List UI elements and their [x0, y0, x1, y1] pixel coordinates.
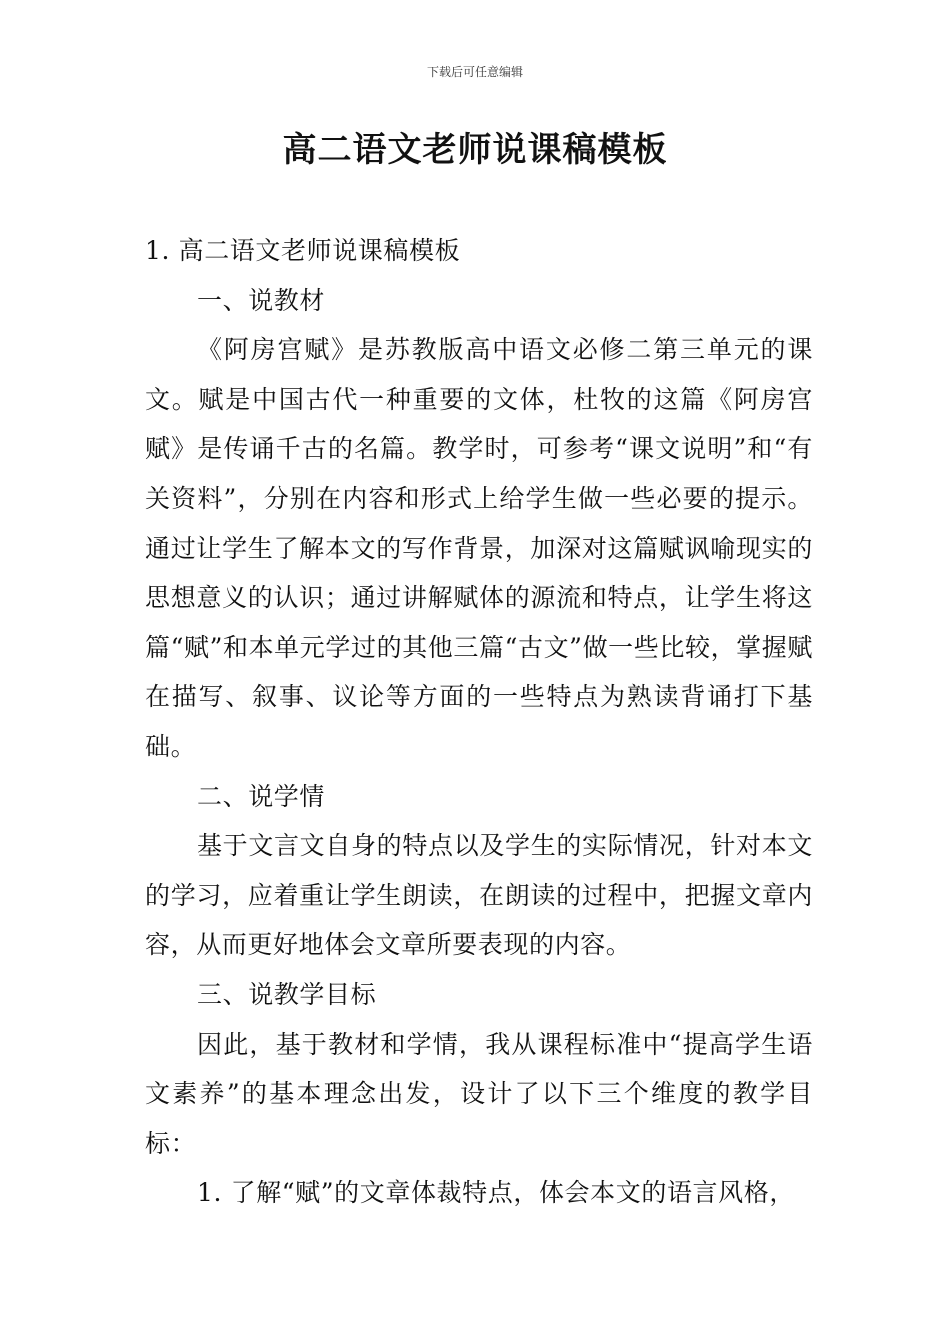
heading-learning-situation: 二、说学情	[197, 781, 326, 811]
header-note: 下载后可任意编辑	[426, 65, 523, 79]
heading-textbook: 一、说教材	[197, 285, 326, 315]
heading-teaching-goals: 三、说教学目标	[197, 979, 377, 1009]
paragraph-teaching-goals: 因此，基于教材和学情，我从课程标准中“提高学生语文素养”的基本理念出发，设计了以下三个维度的教学目标：	[145, 1029, 813, 1158]
paragraph-textbook: 《阿房宫赋》是苏教版高中语文必修二第三单元的课文。赋是中国古代一种重要的文体，杜牧的这篇《阿房宫赋》是传诵千古的名篇。教学时，可参考“课文说明”和“有关资料”，分别在内容和形式上给学生做一些必要的提示。通过让学生了解本文的写作背景，加深对这篇赋讽喻现实的思想意义的认识；通过讲解赋体的源流和特点，让学生将这篇“赋”和本单元学过的其他三篇“古文”做一些比较，掌握赋在描写、叙事、议论等方面的一些特点为熟读背诵打下基础。	[145, 335, 813, 761]
document-title: 高二语文老师说课稿模板	[282, 130, 668, 170]
document-body	[145, 226, 813, 1218]
paragraph-section-label: 1. 高二语文老师说课稿模板	[145, 236, 461, 265]
paragraph-learning-situation: 基于文言文自身的特点以及学生的实际情况，针对本文的学习，应着重让学生朗读，在朗读的过程中，把握文章内容，从而更好地体会文章所要表现的内容。	[145, 831, 813, 960]
paragraph-goal-one: 1. 了解“赋”的文章体裁特点，体会本文的语言风格，	[197, 1178, 795, 1208]
